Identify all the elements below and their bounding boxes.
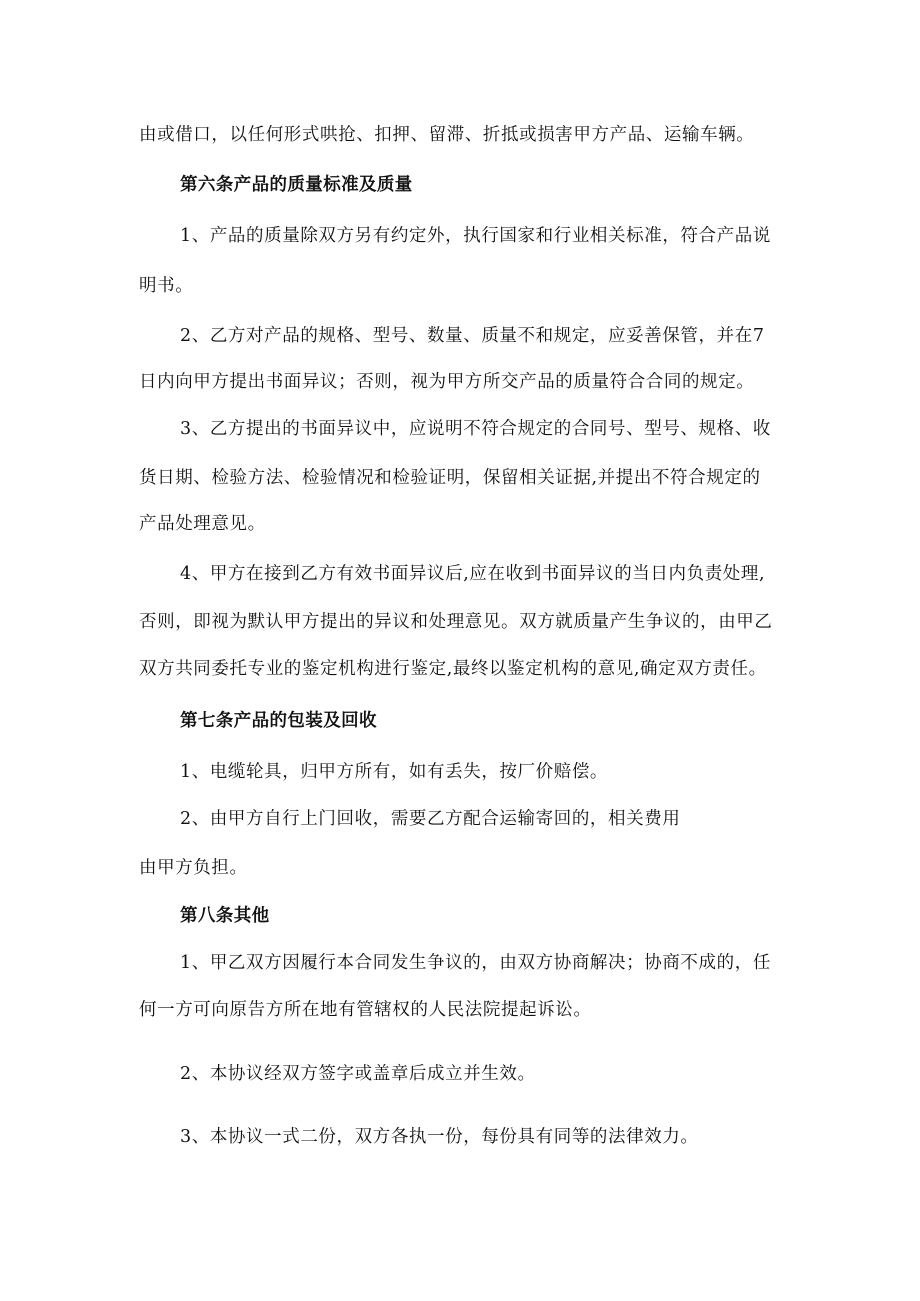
paragraph-line: 3、乙方提出的书面异议中，应说明不符合规定的合同号、型号、规格、收 (180, 419, 771, 439)
paragraph-line: 1、甲乙双方因履行本合同发生争议的，由双方协商解决；协商不成的，任 (180, 953, 771, 973)
paragraph-line: 1、电缆轮具，归甲方所有，如有丢失，按厂价赔偿。 (180, 762, 609, 782)
paragraph-line: 产品处理意见。 (139, 514, 266, 534)
section-heading-7: 第七条产品的包装及回收 (180, 711, 377, 731)
section-heading-6: 第六条产品的质量标准及质量 (180, 175, 413, 195)
paragraph-line: 双方共同委托专业的鉴定机构进行鉴定,最终以鉴定机构的意见,确定双方责任。 (139, 659, 767, 679)
paragraph-line: 由甲方负担。 (139, 858, 248, 878)
paragraph-line: 1、产品的质量除双方另有约定外，执行国家和行业相关标准，符合产品说 (180, 226, 771, 246)
paragraph-line: 否则，即视为默认甲方提出的异议和处理意见。双方就质量产生争议的，由甲乙 (139, 612, 773, 632)
paragraph-line: 日内向甲方提出书面异议；否则，视为甲方所交产品的质量符合合同的规定。 (139, 372, 755, 392)
section-heading-8: 第八条其他 (180, 906, 270, 926)
paragraph-line: 货日期、检验方法、检验情况和检验证明，保留相关证据,并提出不符合规定的 (139, 468, 761, 488)
paragraph-line: 2、本协议经双方签字或盖章后成立并生效。 (180, 1064, 536, 1084)
paragraph-line: 3、本协议一式二份，双方各执一份，每份具有同等的法律效力。 (180, 1127, 699, 1147)
paragraph-line: 2、由甲方自行上门回收，需要乙方配合运输寄回的，相关费用 (180, 809, 681, 829)
paragraph-line: 由或借口，以任何形式哄抢、扣押、留滞、折抵或损害甲方产品、运输车辆。 (139, 125, 755, 145)
paragraph-line: 2、乙方对产品的规格、型号、数量、质量不和规定，应妥善保管，并在7 (180, 326, 765, 346)
paragraph-line: 明书。 (139, 276, 194, 296)
paragraph-line: 何一方可向原告方所在地有管辖权的人民法院提起诉讼。 (139, 1000, 592, 1020)
paragraph-line: 4、甲方在接到乙方有效书面异议后,应在收到书面异议的当日内负责处理, (180, 564, 766, 584)
